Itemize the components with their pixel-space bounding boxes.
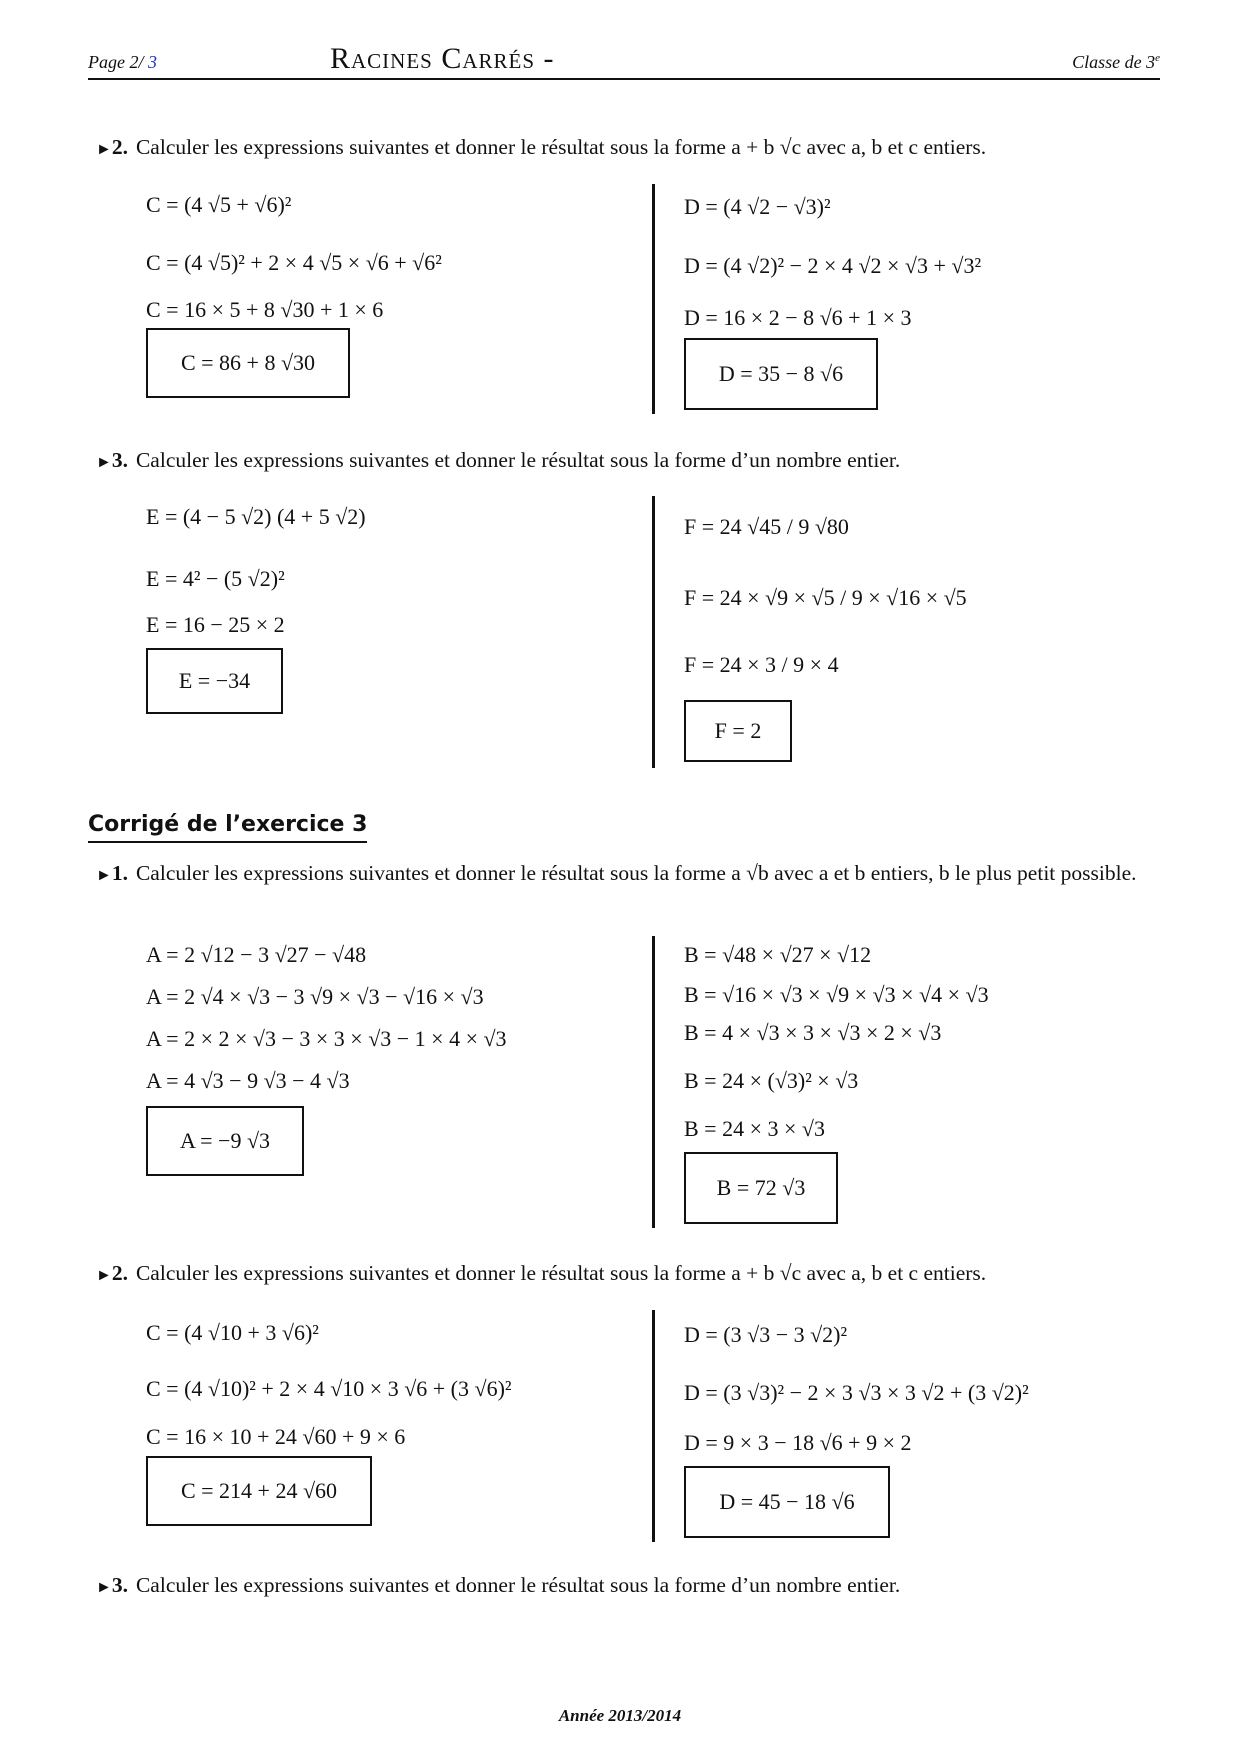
question-2: ►2. Calculer les expressions suivantes et donner le résultat sous la forme a + b √c avec a, b et c entiers. — [96, 135, 987, 159]
page-title: Racines Carrés - — [330, 42, 555, 75]
result-box: D = 45 − 18 √6 — [684, 1466, 890, 1538]
math-line: C = 16 × 10 + 24 √60 + 9 × 6 — [146, 1424, 406, 1449]
math-line: B = 24 × 3 × √3 — [684, 1116, 825, 1141]
result-box: E = −34 — [146, 648, 283, 714]
result-box: C = 86 + 8 √30 — [146, 328, 350, 398]
question-3: ►3. Calculer les expressions suivantes et donner le résultat sous la forme d’un nombre entier. — [96, 448, 901, 472]
math-line: B = √48 × √27 × √12 — [684, 942, 872, 967]
math-line: B = 24 × (√3)² × √3 — [684, 1068, 859, 1093]
math-line: C = (4 √10 + 3 √6)² — [146, 1320, 319, 1345]
math-line: F = 24 √45 / 9 √80 — [684, 514, 849, 539]
header-rule — [88, 78, 1160, 80]
math-line: C = (4 √10)² + 2 × 4 √10 × 3 √6 + (3 √6)² — [146, 1376, 512, 1401]
math-line: A = 2 √4 × √3 − 3 √9 × √3 − √16 × √3 — [146, 984, 484, 1009]
math-line: E = 16 − 25 × 2 — [146, 612, 285, 637]
math-line: B = 4 × √3 × 3 × √3 × 2 × √3 — [684, 1020, 942, 1045]
page-number: Page 2/ 3 — [88, 52, 157, 72]
section-title: Corrigé de l’exercice 3 — [88, 812, 367, 843]
math-line: F = 24 × 3 / 9 × 4 — [684, 652, 839, 677]
math-line: D = (3 √3)² − 2 × 3 √3 × 3 √2 + (3 √2)² — [684, 1380, 1029, 1405]
result-box: F = 2 — [684, 700, 792, 762]
math-line: A = 2 × 2 × √3 − 3 × 3 × √3 − 1 × 4 × √3 — [146, 1026, 507, 1051]
result-box: A = −9 √3 — [146, 1106, 304, 1176]
math-line: E = 4² − (5 √2)² — [146, 566, 285, 591]
result-box: D = 35 − 8 √6 — [684, 338, 878, 410]
math-line: A = 4 √3 − 9 √3 − 4 √3 — [146, 1068, 350, 1093]
math-line: D = (4 √2 − √3)² — [684, 194, 831, 219]
math-line: C = 16 × 5 + 8 √30 + 1 × 6 — [146, 297, 384, 322]
column-separator — [652, 1310, 655, 1542]
column-separator — [652, 936, 655, 1228]
math-line: B = √16 × √3 × √9 × √3 × √4 × √3 — [684, 982, 989, 1007]
math-line: A = 2 √12 − 3 √27 − √48 — [146, 942, 367, 967]
math-line: C = (4 √5 + √6)² — [146, 192, 292, 217]
question-2: ►2. Calculer les expressions suivantes et donner le résultat sous la forme a + b √c avec a, b et c entiers. — [96, 1261, 987, 1285]
math-line: E = (4 − 5 √2) (4 + 5 √2) — [146, 504, 366, 529]
column-separator — [652, 184, 655, 414]
question-3: ►3. Calculer les expressions suivantes et donner le résultat sous la forme d’un nombre entier. — [96, 1573, 901, 1597]
math-line: D = 9 × 3 − 18 √6 + 9 × 2 — [684, 1430, 912, 1455]
column-separator — [652, 496, 655, 768]
math-line: F = 24 × √9 × √5 / 9 × √16 × √5 — [684, 585, 967, 610]
footer-year: Année 2013/2014 — [558, 1706, 682, 1725]
result-box: C = 214 + 24 √60 — [146, 1456, 372, 1526]
result-box: B = 72 √3 — [684, 1152, 838, 1224]
math-line: D = 16 × 2 − 8 √6 + 1 × 3 — [684, 305, 912, 330]
question-1: ►1. Calculer les expressions suivantes et donner le résultat sous la forme a √b avec a et b entiers, b le plus petit possible. — [96, 861, 1137, 885]
page-total-link[interactable]: 3 — [148, 52, 157, 72]
math-line: D = (4 √2)² − 2 × 4 √2 × √3 + √3² — [684, 253, 982, 278]
class-label: Classe de 3e — [1072, 52, 1160, 72]
math-line: D = (3 √3 − 3 √2)² — [684, 1322, 848, 1347]
math-line: C = (4 √5)² + 2 × 4 √5 × √6 + √6² — [146, 250, 442, 275]
